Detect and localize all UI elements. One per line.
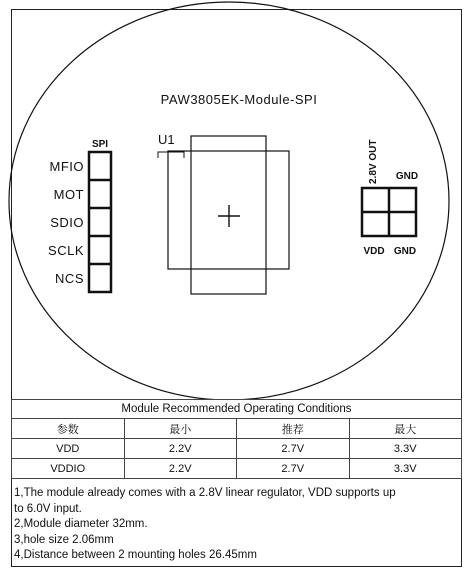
table-cell: 2.7V bbox=[237, 459, 350, 479]
board-title: PAW3805EK-Module-SPI bbox=[160, 92, 318, 107]
table-cell: VDD bbox=[12, 439, 125, 459]
operating-conditions-table bbox=[11, 399, 462, 479]
table-cell: VDDIO bbox=[12, 459, 125, 479]
table-header-cell: 参数 bbox=[12, 419, 125, 439]
note-line: 4,Distance between 2 mounting holes 26.45mm bbox=[14, 549, 257, 561]
power-gnd-bottom-label: GND bbox=[393, 246, 417, 257]
chip-ref-label: U1 bbox=[158, 132, 175, 147]
spi-header bbox=[89, 152, 111, 292]
table-header-cell: 最大 bbox=[349, 419, 462, 439]
table-header-row bbox=[12, 419, 462, 439]
chip-ref-marker bbox=[158, 152, 184, 158]
power-2v8-out-label: 2.8V OUT bbox=[368, 139, 379, 184]
table-row bbox=[12, 439, 462, 459]
table-cell: 3.3V bbox=[349, 459, 462, 479]
table-header-cell: 推荐 bbox=[237, 419, 350, 439]
table-cell: 2.2V bbox=[124, 459, 237, 479]
spi-label: SPI bbox=[91, 139, 109, 150]
power-vdd-label: VDD bbox=[363, 246, 385, 257]
note-line: 2,Module diameter 32mm. bbox=[14, 518, 148, 530]
table-header-cell: 最小 bbox=[124, 419, 237, 439]
spi-pin-sdio: SDIO bbox=[50, 215, 84, 230]
notes-block bbox=[14, 486, 460, 564]
table-title: Module Recommended Operating Conditions bbox=[12, 400, 462, 419]
table-row bbox=[12, 459, 462, 479]
spi-pin-sclk: SCLK bbox=[48, 243, 84, 258]
spi-pin-ncs: NCS bbox=[55, 271, 84, 286]
spi-pin-mot: MOT bbox=[53, 187, 84, 202]
table-cell: 2.7V bbox=[237, 439, 350, 459]
power-gnd-top-label: GND bbox=[395, 171, 419, 182]
spi-pin-mfio: MFIO bbox=[49, 159, 84, 174]
note-line: 1,The module already comes with a 2.8V linear regulator, VDD supports up bbox=[14, 487, 396, 499]
note-line: 3,hole size 2.06mm bbox=[14, 533, 114, 546]
table-cell: 3.3V bbox=[349, 439, 462, 459]
table-cell: 2.2V bbox=[124, 439, 237, 459]
note-line: to 6.0V input. bbox=[14, 502, 82, 515]
